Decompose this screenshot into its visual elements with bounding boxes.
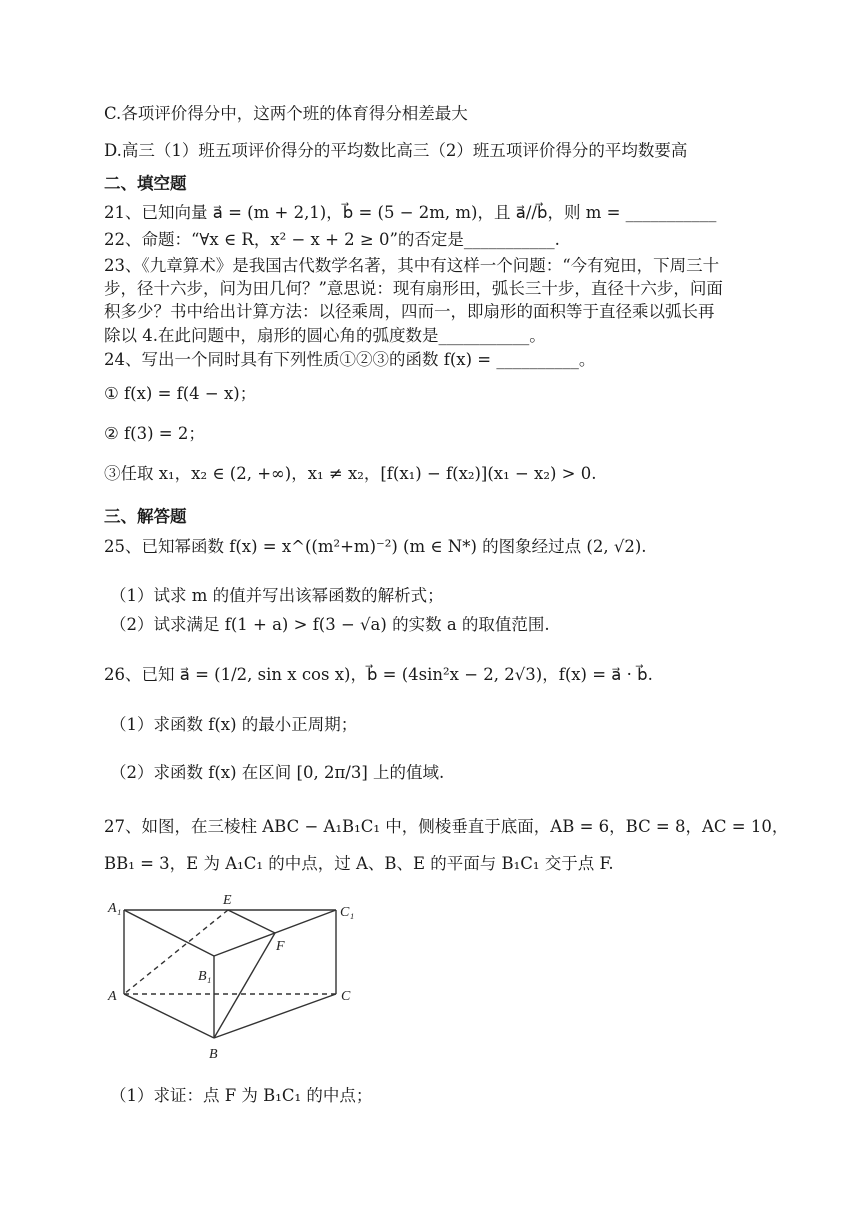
question-23-line-3: 积多少？书中给出计算方法：以径乘周，四而一，即扇形的面积等于直径乘以弧长再 — [104, 302, 715, 321]
property-2: ② f(3) = 2； — [104, 424, 205, 443]
question-22: 22、命题：“∀x ∈ R，x² − x + 2 ≥ 0”的否定是___________. — [104, 230, 560, 249]
property-3: ③任取 x₁，x₂ ∈ (2, +∞)，x₁ ≠ x₂，[f(x₁) − f(x₂)](x₁ − x₂) > 0. — [104, 464, 597, 483]
segment-f-b — [214, 933, 275, 1038]
property-1: ① f(x) = f(4 − x)； — [104, 384, 257, 403]
question-25-part-2: （2）试求满足 f(1 + a) > f(3 − √a) 的实数 a 的取值范围. — [110, 615, 550, 634]
edge-a1-b1 — [124, 910, 214, 956]
question-26-part-1: （1）求函数 f(x) 的最小正周期； — [110, 715, 358, 734]
segment-e-f — [228, 910, 275, 933]
label-c1: C₁ — [340, 905, 355, 920]
section-answer-heading: 三、解答题 — [104, 507, 187, 526]
label-b1: B₁ — [198, 969, 212, 984]
label-f: F — [276, 939, 285, 954]
label-c: C — [341, 989, 351, 1004]
question-23-line-2: 步，径十六步，问为田几何？”意思说：现有扇形田，弧长三十步，直径十六步，问面 — [104, 279, 723, 298]
segment-e-a — [124, 910, 228, 994]
option-c: C.各项评价得分中，这两个班的体育得分相差最大 — [104, 104, 468, 123]
question-26: 26、已知 a⃗ = (1/2, sin x cos x)，b⃗ = (4sin²x − 2, 2√3)，f(x) = a⃗ · b⃗. — [104, 665, 653, 684]
question-23-line-4: 除以 4.在此问题中，扇形的圆心角的弧度数是___________。 — [104, 326, 546, 345]
edge-b-c — [214, 994, 336, 1038]
question-21: 21、已知向量 a⃗ = (m + 2,1)，b⃗ = (5 − 2m, m)，且 a⃗//b⃗，则 m = ___________ — [104, 203, 717, 222]
question-27-line-1: 27、如图，在三棱柱 ABC − A₁B₁C₁ 中，侧棱垂直于底面，AB = 6，BC = 8，AC = 10， — [104, 817, 789, 836]
section-fill-blank-heading: 二、填空题 — [104, 174, 187, 193]
label-a: A — [108, 989, 117, 1004]
question-26-part-2: （2）求函数 f(x) 在区间 [0, 2π/3] 上的值域. — [110, 763, 445, 782]
edge-a-b — [124, 994, 214, 1038]
question-27-part-1: （1）求证：点 F 为 B₁C₁ 的中点； — [110, 1086, 373, 1105]
question-24: 24、写出一个同时具有下列性质①②③的函数 f(x) = __________。 — [104, 350, 596, 369]
question-27-line-2: BB₁ = 3，E 为 A₁C₁ 的中点，过 A、B、E 的平面与 B₁C₁ 交于点 F. — [104, 854, 614, 873]
option-d: D.高三（1）班五项评价得分的平均数比高三（2）班五项评价得分的平均数要高 — [104, 141, 688, 160]
prism-figure — [104, 888, 364, 1066]
question-23-line-1: 23、《九章算术》是我国古代数学名著，其中有这样一个问题：“今有宛田，下周三十 — [104, 256, 720, 275]
question-25: 25、已知幂函数 f(x) = x^((m²+m)⁻²) (m ∈ N*) 的图象经过点 (2, √2). — [104, 537, 647, 556]
label-b: B — [209, 1047, 218, 1062]
label-e: E — [223, 893, 232, 908]
question-25-part-1: （1）试求 m 的值并写出该幂函数的解析式； — [110, 586, 444, 605]
label-a1: A₁ — [108, 901, 122, 916]
